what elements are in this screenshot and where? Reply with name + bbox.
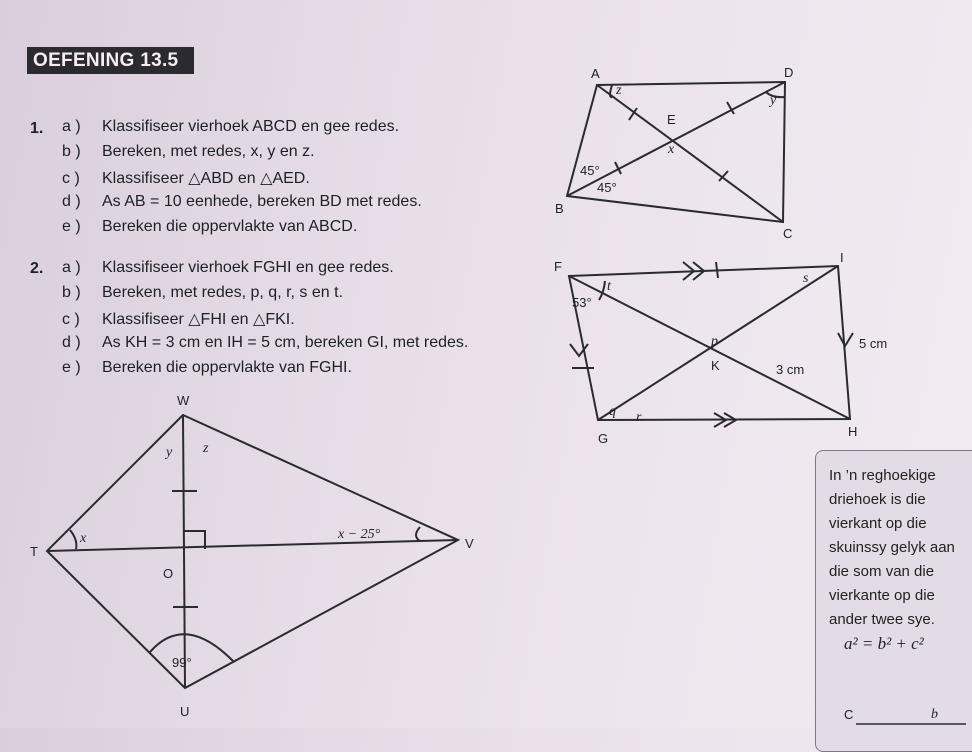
q1-part-d-text: As AB = 10 eenhede, bereken BD met redes. bbox=[102, 193, 422, 210]
q1-part-b-letter: b ) bbox=[62, 143, 81, 160]
angle-t-label: t bbox=[607, 279, 611, 294]
q1-part-c-letter: c ) bbox=[62, 170, 80, 187]
angle-99-label: 99° bbox=[172, 655, 192, 670]
point-v-label: V bbox=[465, 536, 474, 551]
angle-z-label: z bbox=[616, 83, 622, 98]
angle-arc-t bbox=[70, 530, 76, 549]
q2-part-b-text: Bereken, met redes, p, q, r, s en t. bbox=[102, 284, 344, 301]
q1-part-e-letter: e ) bbox=[62, 218, 81, 235]
note-line-4: skuinssy gelyk aan bbox=[829, 539, 955, 556]
pythagoras-formula: a² = b² + c² bbox=[844, 634, 924, 653]
kite-outline bbox=[47, 415, 458, 688]
q2-part-c-letter: c ) bbox=[62, 311, 80, 328]
note-line-6: vierkante op die bbox=[829, 587, 935, 604]
note-triangle bbox=[816, 691, 972, 751]
angle-45-upper: 45° bbox=[580, 163, 600, 178]
note-triangle-b-label: b bbox=[931, 707, 938, 722]
angle-y-label-kite: y bbox=[166, 445, 173, 460]
angle-45-lower: 45° bbox=[597, 180, 617, 195]
q1-number: 1. bbox=[30, 120, 44, 137]
point-t-label: T bbox=[30, 544, 38, 559]
q1-part-a-text: Klassifiseer vierhoek ABCD en gee redes. bbox=[102, 118, 400, 135]
q1-part-e-text: Bereken die oppervlakte van ABCD. bbox=[102, 218, 358, 235]
q2-part-c-text: Klassifiseer △FHI en △FKI. bbox=[102, 311, 295, 328]
angle-x-label-kite: x bbox=[80, 531, 87, 546]
pythagoras-note bbox=[815, 450, 972, 752]
point-u-label: U bbox=[180, 704, 190, 719]
length-ih-label: 5 cm bbox=[859, 336, 888, 351]
angle-arc-u bbox=[150, 634, 234, 662]
point-o-label: O bbox=[163, 566, 174, 581]
point-a-label: A bbox=[591, 66, 600, 81]
note-triangle-c-label: C bbox=[844, 707, 854, 722]
angle-s-label: s bbox=[803, 271, 809, 286]
exercise-heading: OEFENING 13.5 bbox=[27, 47, 194, 74]
angle-arc-v bbox=[416, 527, 420, 541]
note-line-7: ander twee sye. bbox=[829, 611, 935, 628]
point-w-label: W bbox=[177, 393, 190, 408]
q2-part-e-text: Bereken die oppervlakte van FGHI. bbox=[102, 359, 352, 376]
diagonal-wu bbox=[183, 415, 185, 688]
note-line-5: die som van die bbox=[829, 563, 935, 580]
point-c-label: C bbox=[783, 226, 793, 241]
q2-part-b-letter: b ) bbox=[62, 284, 81, 301]
point-i-label: I bbox=[840, 250, 844, 265]
angle-53-label: 53° bbox=[572, 295, 592, 310]
angle-y-label: y bbox=[770, 93, 777, 108]
q2-part-a-text: Klassifiseer vierhoek FGHI en gee redes. bbox=[102, 259, 394, 276]
angle-p-label: p bbox=[711, 334, 718, 349]
point-f-label: F bbox=[554, 259, 562, 274]
angle-x-label: x bbox=[668, 142, 675, 157]
q1-part-d-letter: d ) bbox=[62, 193, 81, 210]
q2-part-d-letter: d ) bbox=[62, 334, 81, 351]
point-g-label: G bbox=[598, 431, 609, 446]
angle-x-minus-25-label: x − 25° bbox=[338, 527, 381, 542]
note-line-2: driehoek is die bbox=[829, 491, 926, 508]
angle-r-label: r bbox=[636, 410, 642, 425]
q1-part-a-letter: a ) bbox=[62, 118, 81, 135]
point-k-label: K bbox=[711, 358, 720, 373]
point-b-label: B bbox=[555, 201, 564, 216]
point-e-label: E bbox=[667, 112, 676, 127]
note-line-3: vierkant op die bbox=[829, 515, 927, 532]
point-d-label: D bbox=[784, 65, 794, 80]
point-h-label: H bbox=[848, 424, 858, 439]
q2-part-a-letter: a ) bbox=[62, 259, 81, 276]
q2-part-e-letter: e ) bbox=[62, 359, 81, 376]
note-line-1: In ’n reghoekige bbox=[829, 467, 936, 484]
q2-part-d-text: As KH = 3 cm en IH = 5 cm, bereken GI, met redes. bbox=[102, 334, 469, 351]
diagonal-tv bbox=[47, 540, 458, 551]
q1-part-b-text: Bereken, met redes, x, y en z. bbox=[102, 143, 315, 160]
q1-part-c-text: Klassifiseer △ABD en △AED. bbox=[102, 170, 310, 187]
angle-q-label: q bbox=[609, 404, 616, 419]
q2-number: 2. bbox=[30, 260, 44, 277]
length-kh-label: 3 cm bbox=[776, 362, 805, 377]
angle-z-label-kite: z bbox=[203, 441, 209, 456]
